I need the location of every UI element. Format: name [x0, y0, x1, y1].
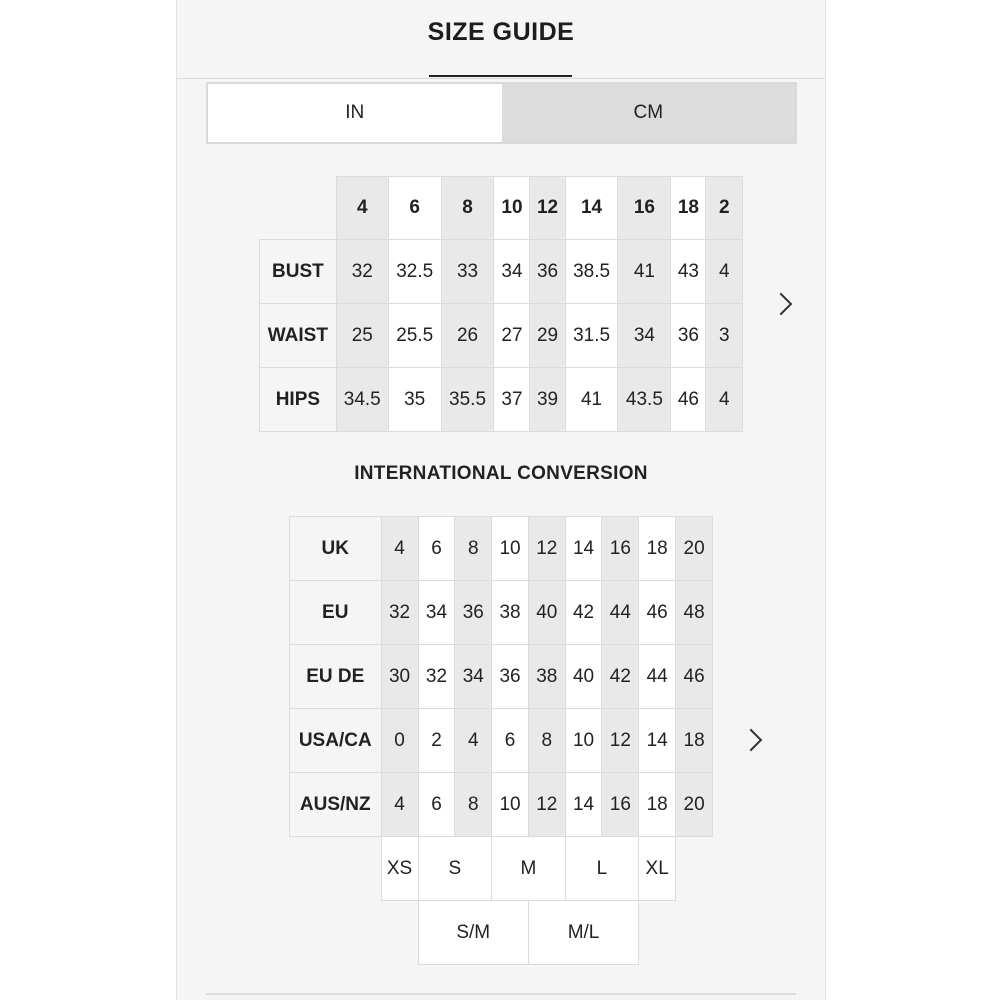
measurement-cell: 34	[494, 240, 530, 304]
chevron-right-icon	[770, 293, 793, 316]
header-divider	[177, 78, 825, 79]
size-guide-panel	[176, 0, 826, 1000]
conversion-cell: 20	[676, 773, 713, 837]
conversion-cell: 16	[602, 773, 639, 837]
size-header-cell: 16	[618, 177, 671, 240]
measurement-cell: 25.5	[388, 304, 441, 368]
conversion-row	[290, 581, 713, 645]
conversion-cell: 18	[639, 773, 676, 837]
conversion-cell: 46	[676, 645, 713, 709]
conversion-cell: 12	[528, 773, 565, 837]
measurement-cell: 4	[706, 240, 743, 304]
corner-cell	[260, 177, 337, 240]
conversion-cell: 4	[381, 517, 418, 581]
conversion-cell: 12	[602, 709, 639, 773]
conversion-cell: 6	[492, 709, 529, 773]
combo-size-cell: M/L	[528, 901, 638, 965]
measurement-cell: 29	[530, 304, 565, 368]
size-header-cell: 6	[388, 177, 441, 240]
measurement-cell: 34.5	[336, 368, 388, 432]
measurement-cell: 25	[336, 304, 388, 368]
conversion-cell: 18	[639, 517, 676, 581]
conversion-cell: 42	[565, 581, 602, 645]
measurement-cell: 35	[388, 368, 441, 432]
size-header-cell: 14	[565, 177, 618, 240]
conversion-cell: 44	[639, 645, 676, 709]
letter-size-cell: XL	[639, 837, 676, 901]
size-header-cell: 8	[441, 177, 494, 240]
blank-cell	[639, 901, 713, 965]
measurement-cell: 34	[618, 304, 671, 368]
size-header-cell: 18	[671, 177, 706, 240]
conversion-label: EU DE	[290, 645, 382, 709]
conversion-cell: 46	[639, 581, 676, 645]
conversion-cell: 32	[418, 645, 455, 709]
letter-size-row	[290, 837, 713, 901]
conversion-cell: 38	[492, 581, 529, 645]
conversion-cell: 34	[455, 645, 492, 709]
measurement-cell: 43	[671, 240, 706, 304]
conversion-table-viewport[interactable]	[289, 516, 713, 966]
conversion-cell: 2	[418, 709, 455, 773]
conversion-cell: 6	[418, 517, 455, 581]
conversion-label: USA/CA	[290, 709, 382, 773]
conversion-cell: 44	[602, 581, 639, 645]
blank-cell	[676, 837, 713, 901]
measurement-cell: 43.5	[618, 368, 671, 432]
conversion-cell: 40	[565, 645, 602, 709]
unit-toggle	[206, 82, 797, 144]
conversion-label: AUS/NZ	[290, 773, 382, 837]
measurement-cell: 37	[494, 368, 530, 432]
conversion-cell: 6	[418, 773, 455, 837]
measurement-cell: 38.5	[565, 240, 618, 304]
measurement-cell: 32.5	[388, 240, 441, 304]
measurement-cell: 46	[671, 368, 706, 432]
conversion-cell: 10	[565, 709, 602, 773]
letter-size-cell: M	[492, 837, 566, 901]
conversion-cell: 30	[381, 645, 418, 709]
size-header-cell: 2	[706, 177, 743, 240]
conversion-cell: 14	[565, 773, 602, 837]
measurement-cell: 39	[530, 368, 565, 432]
unit-in-button[interactable]: IN	[208, 84, 502, 142]
conversion-cell: 8	[455, 517, 492, 581]
conversion-cell: 10	[492, 517, 529, 581]
conversion-cell: 38	[528, 645, 565, 709]
conversion-cell: 20	[676, 517, 713, 581]
measurement-cell: 31.5	[565, 304, 618, 368]
combo-size-cell: S/M	[418, 901, 528, 965]
conversion-heading: INTERNATIONAL CONVERSION	[354, 463, 648, 484]
conversion-cell: 34	[418, 581, 455, 645]
title-underline	[429, 75, 572, 77]
blank-cell	[290, 837, 382, 901]
measurement-cell: 36	[671, 304, 706, 368]
conversion-cell: 14	[639, 709, 676, 773]
measurement-cell: 4	[706, 368, 743, 432]
conversion-cell: 0	[381, 709, 418, 773]
measurements-table-viewport[interactable]	[259, 176, 743, 432]
unit-cm-button[interactable]: CM	[502, 84, 796, 142]
measurements-next-button[interactable]	[771, 284, 801, 324]
conversion-label: UK	[290, 517, 382, 581]
measurements-table	[259, 176, 743, 432]
conversion-cell: 36	[455, 581, 492, 645]
conversion-cell: 36	[492, 645, 529, 709]
conversion-row	[290, 709, 713, 773]
conversion-cell: 42	[602, 645, 639, 709]
chevron-right-icon	[740, 729, 763, 752]
blank-cell	[290, 901, 419, 965]
conversion-cell: 14	[565, 517, 602, 581]
conversion-row	[290, 517, 713, 581]
measurement-row	[260, 368, 743, 432]
conversion-cell: 32	[381, 581, 418, 645]
conversion-cell: 4	[455, 709, 492, 773]
measurement-cell: 27	[494, 304, 530, 368]
conversion-cell: 4	[381, 773, 418, 837]
size-header-cell: 10	[494, 177, 530, 240]
conversion-next-button[interactable]	[741, 720, 771, 760]
measurement-cell: 41	[565, 368, 618, 432]
conversion-label: EU	[290, 581, 382, 645]
conversion-cell: 18	[676, 709, 713, 773]
measurement-label: WAIST	[260, 304, 337, 368]
conversion-cell: 16	[602, 517, 639, 581]
measurement-cell: 32	[336, 240, 388, 304]
conversion-cell: 8	[528, 709, 565, 773]
measurement-cell: 26	[441, 304, 494, 368]
conversion-cell: 8	[455, 773, 492, 837]
conversion-cell: 48	[676, 581, 713, 645]
measurement-cell: 35.5	[441, 368, 494, 432]
letter-size-cell: XS	[381, 837, 418, 901]
measurement-label: HIPS	[260, 368, 337, 432]
conversion-table	[289, 516, 713, 965]
conversion-cell: 12	[528, 517, 565, 581]
combo-size-row	[290, 901, 713, 965]
measurement-cell: 33	[441, 240, 494, 304]
letter-size-cell: L	[565, 837, 639, 901]
measurement-cell: 41	[618, 240, 671, 304]
conversion-row	[290, 645, 713, 709]
size-header-cell: 4	[336, 177, 388, 240]
size-header-row	[260, 177, 743, 240]
measurement-cell: 36	[530, 240, 565, 304]
conversion-row	[290, 773, 713, 837]
measurement-row	[260, 240, 743, 304]
measurement-cell: 3	[706, 304, 743, 368]
measurement-row	[260, 304, 743, 368]
conversion-cell: 40	[528, 581, 565, 645]
measurement-label: BUST	[260, 240, 337, 304]
letter-size-cell: S	[418, 837, 492, 901]
conversion-cell: 10	[492, 773, 529, 837]
page-title: SIZE GUIDE	[427, 18, 575, 46]
size-header-cell: 12	[530, 177, 565, 240]
bottom-divider	[206, 993, 796, 995]
